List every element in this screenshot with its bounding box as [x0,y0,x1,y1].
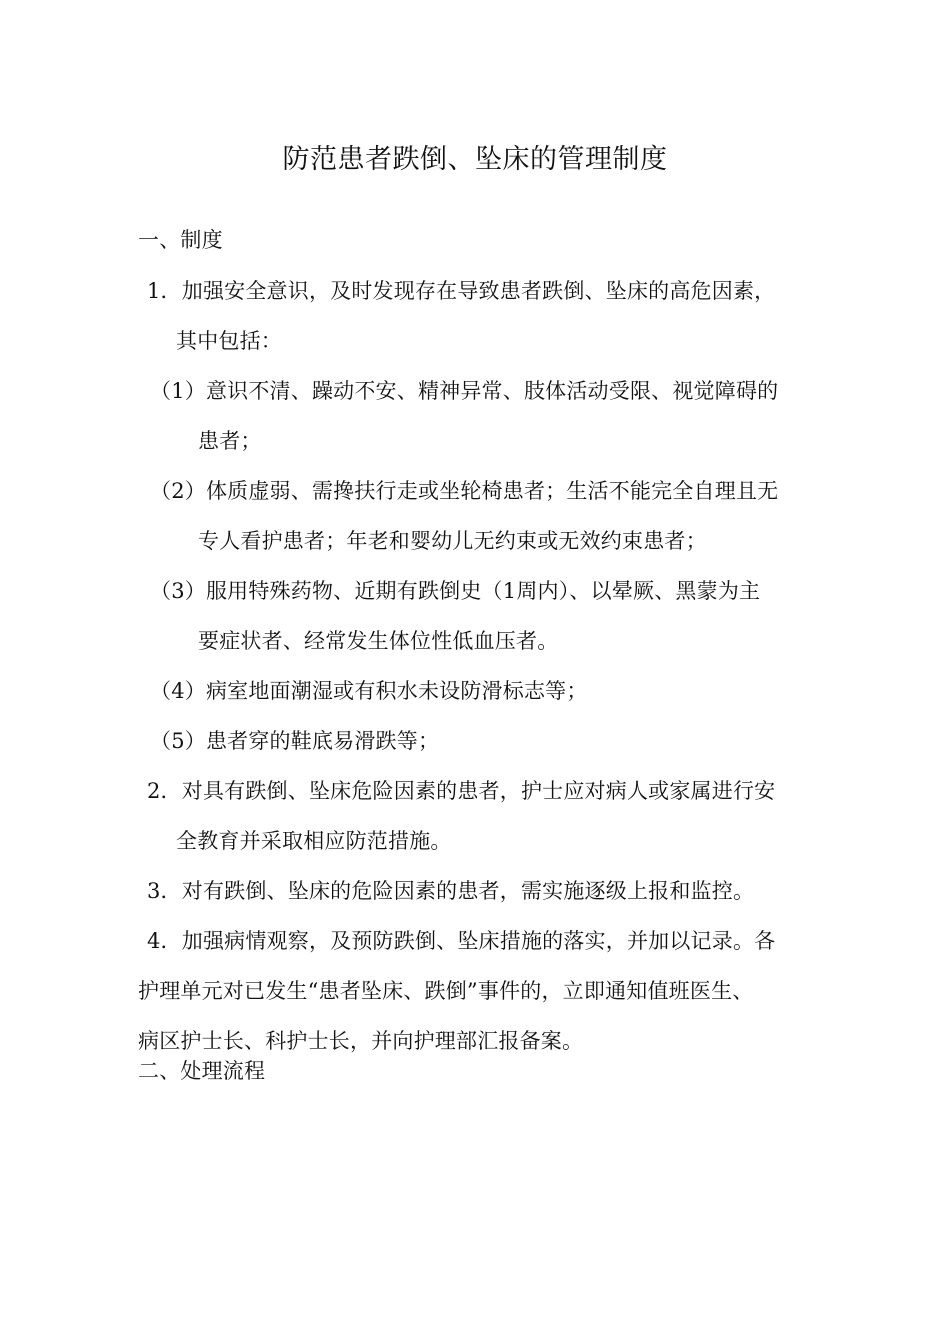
section-heading-system: 一、制度 [138,228,223,252]
subitem-1-line-1: （1）意识不清、躁动不安、精神异常、肢体活动受限、视觉障碍的 [150,379,779,403]
item-4-line-2: 护理单元对已发生“患者坠床、跌倒”事件的，立即通知值班医生、 [138,979,754,1003]
subitem-1-line-2: 患者； [198,429,262,453]
item-4-line-3: 病区护士长、科护士长，并向护理部汇报备案。 [138,1029,584,1053]
document-title: 防范患者跌倒、坠床的管理制度 [282,144,668,175]
item-2-line-1: 2．对具有跌倒、坠床危险因素的患者，护士应对病人或家属进行安 [147,779,776,803]
item-4-line-1: 4．加强病情观察，及预防跌倒、坠床措施的落实，并加以记录。各 [147,929,776,953]
subitem-3-line-2: 要症状者、经常发生体位性低血压者。 [198,629,559,653]
item-3-line-1: 3．对有跌倒、坠床的危险因素的患者，需实施逐级上报和监控。 [147,879,755,903]
subitem-5-line-1: （5）患者穿的鞋底易滑跌等； [150,729,440,753]
subitem-2-line-2: 专人看护患者；年老和婴幼儿无约束或无效约束患者； [198,529,707,553]
item-1-line-1: 1．加强安全意识，及时发现存在导致患者跌倒、坠床的高危因素， [147,279,776,303]
item-1-line-2: 其中包括： [176,329,282,353]
subitem-3-line-1: （3）服用特殊药物、近期有跌倒史（1周内）、以晕厥、黑蒙为主 [150,579,761,603]
item-2-line-2: 全教育并采取相应防范措施。 [176,829,452,853]
section-heading-process: 二、处理流程 [138,1059,266,1083]
subitem-4-line-1: （4）病室地面潮湿或有积水未设防滑标志等； [150,679,588,703]
subitem-2-line-1: （2）体质虚弱、需搀扶行走或坐轮椅患者；生活不能完全自理且无 [150,479,779,503]
